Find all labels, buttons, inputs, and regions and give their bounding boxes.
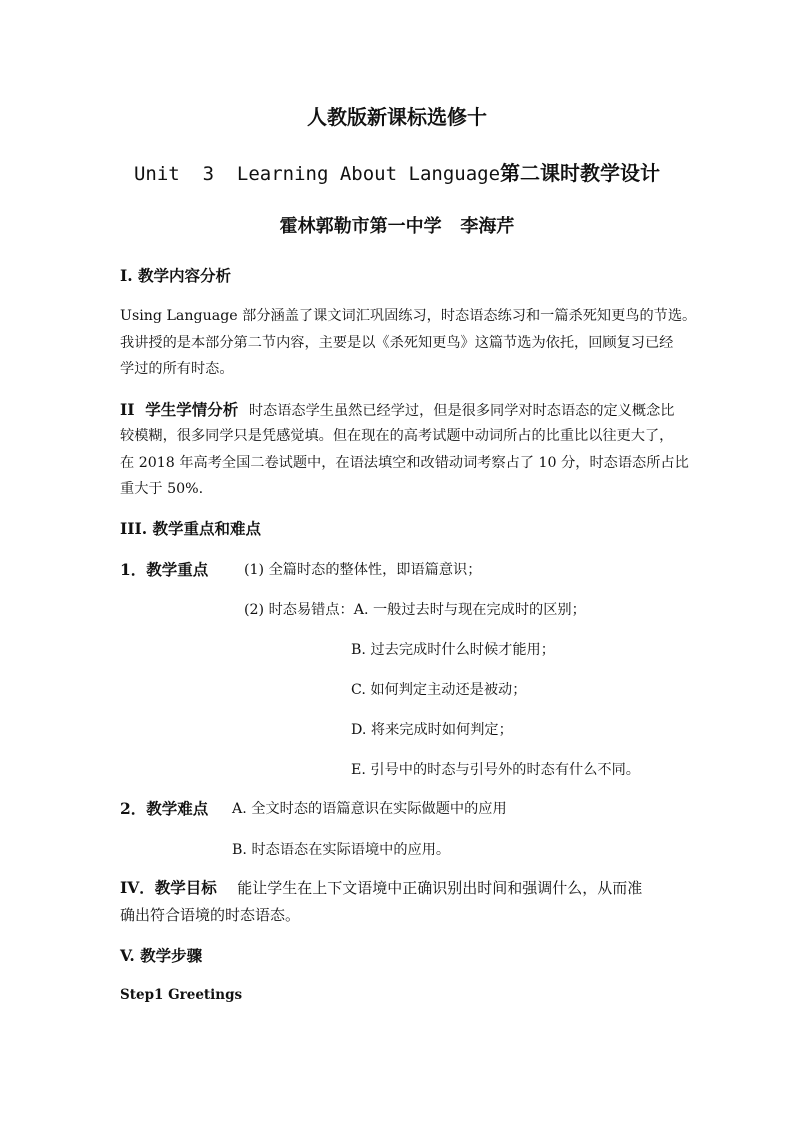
- section1-line: Using Language 部分涵盖了课文词汇巩固练习，时态语态练习和一篇杀死知更鸟的节选。: [120, 308, 697, 324]
- section2-text: 时态语态学生虽然已经学过，但是很多同学对时态语态的定义概念比: [248, 403, 675, 419]
- section1-heading: I. 教学内容分析: [120, 266, 232, 285]
- section2-heading: II 学生学情分析: [120, 400, 239, 419]
- subtitle-chinese: 第二课时教学设计: [500, 161, 661, 185]
- section4-line: 确出符合语境的时态语态。: [120, 906, 301, 924]
- key-point-subitem: B. 过去完成时什么时候才能用；: [351, 642, 555, 658]
- difficult-point-item: A. 全文时态的语篇意识在实际做题中的应用: [232, 801, 507, 817]
- section2-line: 较模糊，很多同学只是凭感觉填。但在现在的高考试题中动词所占的比重比以往更大了，: [120, 428, 674, 444]
- section4-first-line: [120, 880, 642, 896]
- author-line: 霍林郭勒市第一中学 李海芹: [279, 216, 515, 237]
- section2-line: 在 2018 年高考全国二卷试题中，在语法填空和改错动词考察占了 10 分，时态语态所占比: [120, 455, 689, 471]
- section3-heading: III. 教学重点和难点: [120, 519, 262, 538]
- key-point-item: (1) 全篇时态的整体性，即语篇意识；: [244, 562, 482, 578]
- key-points-label: 1．教学重点: [120, 560, 209, 579]
- section2-line: 重大于 50%.: [120, 481, 204, 497]
- difficult-points-label: 2．教学难点: [120, 799, 209, 818]
- subtitle-english: Unit 3 Learning About Language: [133, 163, 501, 185]
- section4-text: 能让学生在上下文语境中正确识别出时间和强调什么，从而准: [237, 879, 643, 897]
- key-point-subitem: C. 如何判定主动还是被动；: [351, 682, 527, 698]
- section4-heading: IV．教学目标: [120, 878, 217, 897]
- step1-heading: Step1 Greetings: [120, 987, 243, 1003]
- section1-line: 我讲授的是本部分第二节内容，主要是以《杀死知更鸟》这篇节选为依托，回顾复习已经: [120, 335, 674, 351]
- key-point-subitem: D. 将来完成时如何判定；: [351, 722, 513, 738]
- difficult-point-item: B. 时态语态在实际语境中的应用。: [232, 842, 451, 858]
- key-point-subitem: E. 引号中的时态与引号外的时态有什么不同。: [351, 762, 640, 778]
- key-point-item: (2) 时态易错点：A. 一般过去时与现在完成时的区别；: [244, 602, 586, 618]
- section1-line: 学过的所有时态。: [120, 361, 234, 377]
- section2-first-line: [120, 402, 674, 418]
- document-title: 人教版新课标选修十: [307, 105, 487, 129]
- section5-heading: V. 教学步骤: [120, 946, 203, 965]
- document-subtitle: [0, 163, 794, 184]
